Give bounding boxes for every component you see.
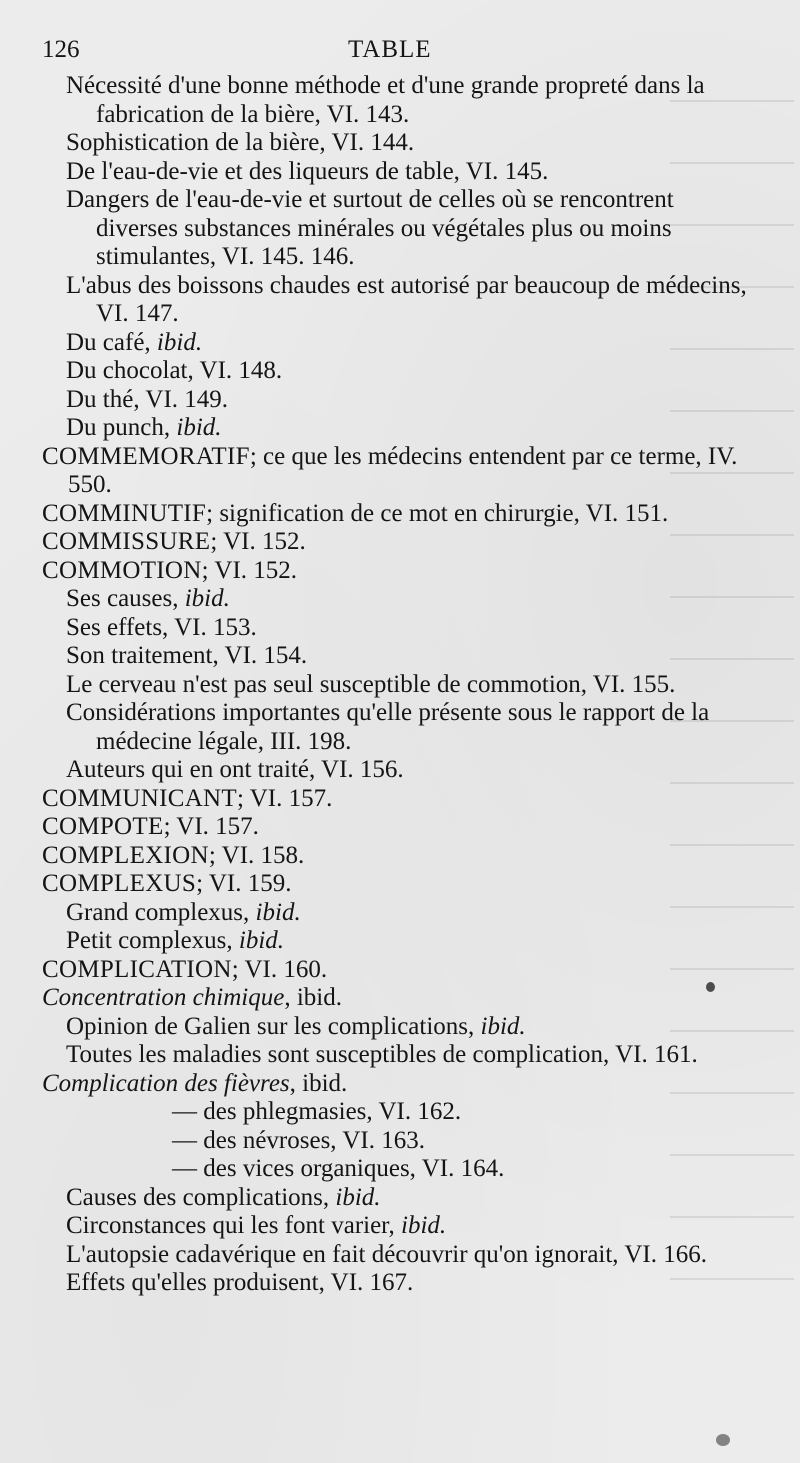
index-entry <box>0 158 800 187</box>
page-number: 126 <box>42 36 80 63</box>
index-entry <box>0 1041 800 1070</box>
index-entry <box>0 1127 800 1156</box>
entry-text: — des vices organiques, VI. 164. <box>172 1155 505 1182</box>
entry-italic-text: ibid. <box>335 1183 381 1211</box>
index-entry <box>0 386 800 415</box>
entry-headword: COMMISSURE <box>42 528 211 555</box>
index-entry <box>0 1098 800 1127</box>
entry-headword: COMMUNICANT <box>42 784 237 812</box>
entry-text: L'abus des boissons chaudes est autorisé par beaucoup de médecins, VI. 147. <box>66 271 747 327</box>
index-entry <box>0 557 800 586</box>
entry-text: De l'eau-de-vie et des liqueurs de table, VI. 145. <box>66 157 549 185</box>
entry-italic-text: ibid. <box>255 898 301 926</box>
entry-text: Considérations importantes qu'elle présente sous le rapport de la médecine légale, III. 198. <box>66 699 710 755</box>
entry-text: — des phlegmasies, VI. 162. <box>172 1098 462 1125</box>
entry-text: Du thé, VI. 149. <box>66 385 229 413</box>
index-entry <box>0 1269 800 1298</box>
index-entry <box>0 500 800 529</box>
index-entry <box>0 72 800 129</box>
entry-text: — des névroses, VI. 163. <box>172 1126 425 1154</box>
entry-headword: COMPLEXUS <box>42 870 197 897</box>
entry-text: ; VI. 152. <box>201 556 298 584</box>
index-entry <box>0 956 800 985</box>
entry-text: Ses effets, VI. 153. <box>66 613 257 641</box>
index-entry <box>0 842 800 871</box>
entry-text: ; ce que les médecins entendent par ce terme, IV. 550. <box>68 442 738 498</box>
index-entry <box>0 414 800 443</box>
entry-text: Auteurs qui en ont traité, VI. 156. <box>66 756 404 783</box>
ink-speck <box>716 1434 730 1446</box>
entry-text: Toutes les maladies sont susceptibles de complication, VI. 161. <box>66 1041 698 1068</box>
index-entry <box>0 642 800 671</box>
entry-text: ; VI. 157. <box>163 813 259 840</box>
index-entry <box>0 899 800 928</box>
index-entry <box>0 785 800 814</box>
entry-text: Nécessité d'une bonne méthode et d'une grande propreté dans la fabrication de la bière, VI. 143. <box>66 72 705 128</box>
entry-text: Ses causes, <box>66 585 185 612</box>
index-entry <box>0 614 800 643</box>
entry-text: Grand complexus, <box>66 898 256 926</box>
entry-italic-text: ibid. <box>480 1012 526 1040</box>
entry-headword: COMPOTE <box>42 813 164 840</box>
index-entry <box>0 813 800 842</box>
index-entry <box>0 671 800 700</box>
index-entry <box>0 528 800 557</box>
page-header <box>0 0 800 63</box>
index-entry <box>0 756 800 785</box>
entry-text: ; VI. 158. <box>208 841 305 869</box>
index-entry <box>0 1070 800 1099</box>
index-entry <box>0 129 800 158</box>
entry-headword: COMMINUTIF <box>42 499 207 527</box>
entry-italic-text: ibid. <box>401 1212 447 1239</box>
entry-text: ; signification de ce mot en chirurgie, VI. 151. <box>206 499 669 527</box>
index-entry <box>0 1155 800 1184</box>
entry-text: Dangers de l'eau-de-vie et surtout de celles où se rencontrent diverses substances minérales ou végétales plus ou moins stimulantes, VI. 145. 146. <box>66 186 674 270</box>
index-entry <box>0 1184 800 1213</box>
entry-headword: COMPLEXION <box>42 841 209 869</box>
entry-italic-text: ibid. <box>184 585 230 612</box>
entry-headword: COMMOTION <box>42 556 202 584</box>
index-entry <box>0 870 800 899</box>
ink-speck <box>706 982 715 992</box>
entry-text: Opinion de Galien sur les complications, <box>66 1012 481 1040</box>
entry-text: Petit complexus, <box>66 927 239 954</box>
index-entry <box>0 1013 800 1042</box>
entry-text: L'autopsie cadavérique en fait découvrir qu'on ignorait, VI. 166. <box>66 1240 707 1268</box>
index-entry <box>0 329 800 358</box>
entry-text: Son traitement, VI. 154. <box>66 642 308 669</box>
entry-text: ; VI. 160. <box>231 955 328 983</box>
entry-text: Sophistication de la bière, VI. 144. <box>66 129 415 156</box>
entry-headword: COMPLICATION <box>42 955 232 983</box>
entry-text: Le cerveau n'est pas seul susceptible de commotion, VI. 155. <box>66 670 676 698</box>
index-entry <box>0 984 800 1013</box>
entry-text: ; VI. 157. <box>236 784 333 812</box>
entry-text: , ibid. <box>289 1069 348 1097</box>
entry-text: Du café, <box>66 328 157 356</box>
entry-text: , ibid. <box>284 984 342 1011</box>
running-title: TABLE <box>348 36 432 63</box>
entry-text: Du punch, <box>66 414 177 441</box>
index-entry <box>0 585 800 614</box>
index-entry <box>0 272 800 329</box>
entry-text: Effets qu'elles produisent, VI. 167. <box>66 1269 414 1296</box>
entry-text: Causes des complications, <box>66 1183 336 1211</box>
index-entry <box>0 699 800 756</box>
index-entry <box>0 1241 800 1270</box>
entry-italic-text: ibid. <box>238 927 285 954</box>
index-entries <box>0 72 800 1298</box>
entry-text: ; VI. 152. <box>210 528 306 555</box>
entry-italic-text: ibid. <box>176 414 222 441</box>
index-entry <box>0 1212 800 1241</box>
entry-text: Circonstances qui les font varier, <box>66 1212 402 1239</box>
entry-text: Du chocolat, VI. 148. <box>66 357 283 384</box>
index-entry <box>0 186 800 272</box>
index-entry <box>0 357 800 386</box>
index-entry <box>0 927 800 956</box>
entry-italic-text: Concentration chimique <box>42 984 285 1011</box>
entry-headword: COMMEMORATIF <box>42 442 250 470</box>
entry-text: ; VI. 159. <box>196 870 292 897</box>
entry-italic-text: ibid. <box>156 328 203 356</box>
index-entry <box>0 443 800 500</box>
entry-italic-text: Complication des fièvres <box>42 1069 290 1097</box>
